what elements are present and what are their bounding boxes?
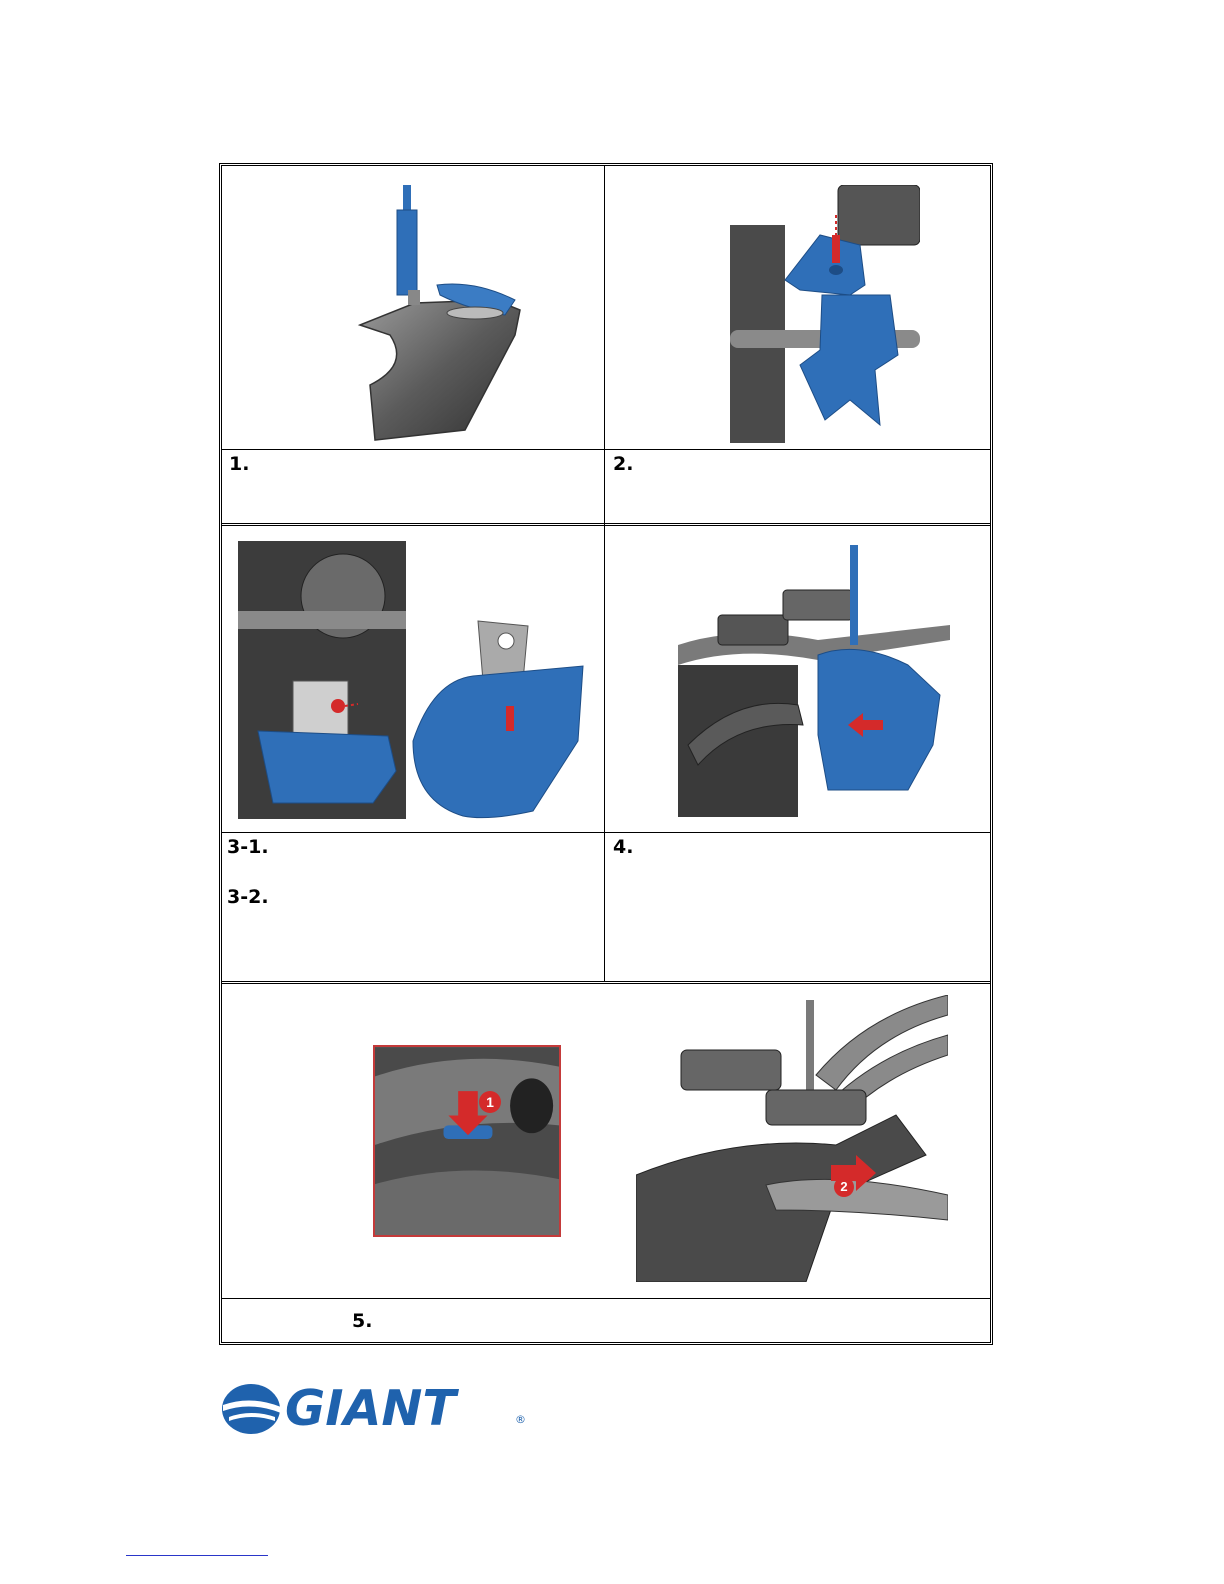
step4-illustration — [678, 545, 950, 817]
step5-detail-inset — [373, 1045, 561, 1237]
step2-illustration — [730, 185, 920, 443]
marker-1-badge — [479, 1091, 501, 1113]
marker-1-label: 1 — [486, 1094, 494, 1110]
step5-illustration — [636, 995, 948, 1282]
marker-2-badge — [834, 1177, 854, 1197]
row-divider-1 — [221, 523, 991, 526]
step1-caption: 1. — [229, 453, 250, 475]
step3-2-caption: 3-2. — [227, 886, 269, 908]
row-divider-3a — [221, 1298, 991, 1299]
giant-logo — [221, 1380, 533, 1437]
row-divider-2a — [221, 832, 991, 833]
step1-illustration — [355, 185, 525, 445]
step3-illustration — [238, 541, 588, 819]
registered-mark: ® — [515, 1413, 526, 1426]
column-divider — [604, 166, 605, 981]
step2-caption: 2. — [613, 453, 634, 475]
giant-logo-text: GIANT — [285, 1380, 456, 1437]
step3-1-caption: 3-1. — [227, 836, 269, 858]
step4-caption: 4. — [613, 836, 634, 858]
footer-link-underline — [126, 1555, 268, 1556]
row-divider-2 — [221, 981, 991, 984]
step5-caption: 5. — [352, 1310, 373, 1332]
marker-2-label: 2 — [840, 1179, 848, 1194]
row-divider-1a — [221, 449, 991, 450]
